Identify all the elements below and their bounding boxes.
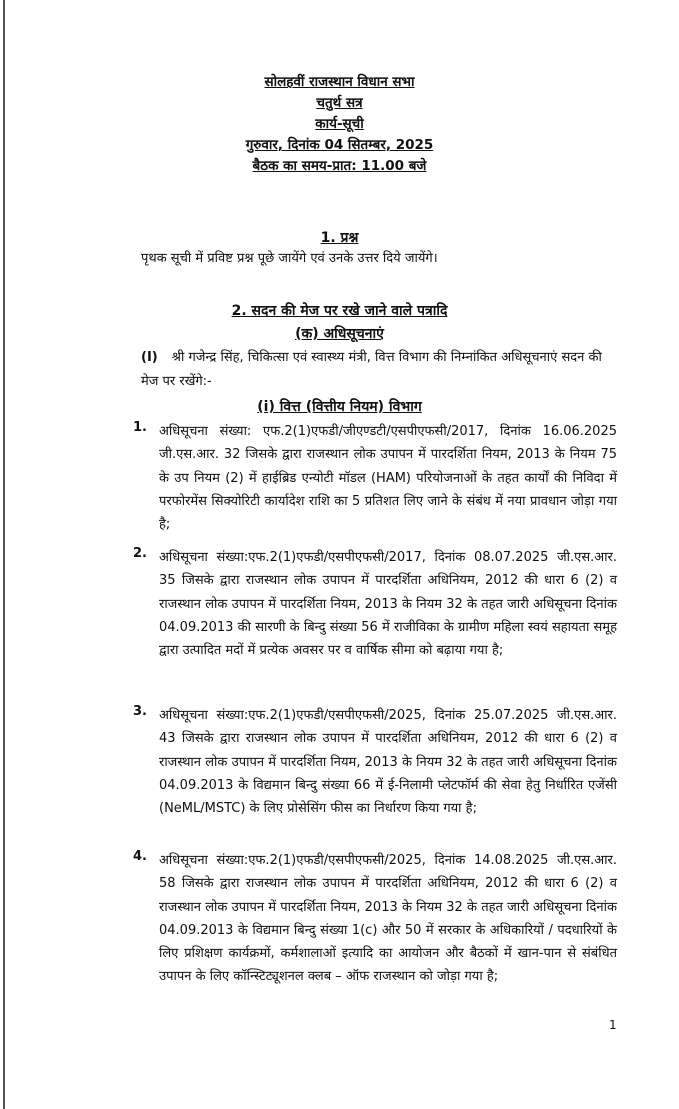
item-text: अधिसूचना संख्या:एफ.2(1)एफडी/एसपीएफसी/2017, दिनांक 08.07.2025 जी.एस.आर. 35 जिसके द्वारा राजस्थान लोक उपापन में पारदर्शिता अधिनियम, 2012 की धारा 6 (2) व राजस्थान लोक उपापन में पारदर्शिता नियम, 2013 के नियम 32 के तहत जारी अधिसूचना दिनांक 04.09.2013 की सारणी के बिन्दु संख्या 56 में राजीविका के ग्रामीण महिला स्वयं सहायता समूह द्वारा उत्पादित मदों में प्रत्येक अवसर पर व वार्षिक सीमा को बढ़ाया गया है; — [159, 550, 617, 659]
item-text: अधिसूचना संख्या:एफ.2(1)एफडी/एसपीएफसी/2025, दिनांक 25.07.2025 जी.एस.आर. 43 जिसके द्वारा राजस्थान लोक उपापन में पारदर्शिता अधिनियम, 2012 की धारा 6 (2) व राजस्थान लोक उपापन में पारदर्शिता नियम, 2013 के नियम 32 के तहत जारी अधिसूचना दिनांक 04.09.2013 के विद्यमान बिन्दु संख्या 66 में ई-निलामी प्लेटफॉर्म की सेवा हेतु निर्धारित एजेंसी (NeML/MSTC) के लिए प्रोसेसिंग फीस का निर्धारण किया गया है; — [159, 708, 617, 817]
item-text: अधिसूचना संख्या: एफ.2(1)एफडी/जीएण्डटी/एसपीएफसी/2017, दिनांक 16.06.2025 जी.एस.आर. 32 जिसके द्वारा राजस्थान लोक उपापन में पारदर्शिता नियम, 2013 के नियम 75 के उप नियम (2) में हाईब्रिड एन्योटी मॉडल (HAM) परियोजनाओं के तहत कार्यों की निविदा में परफोरमेंस सिक्योरिटी कार्यादेश राशि का 5 प्रतिशत लिए जाने के संबंध में नया प्रावधान जोड़ा गया है; — [159, 424, 617, 533]
department-title: (i) वित्त (वित्तीय नियम) विभाग — [257, 399, 422, 415]
document-header — [0, 72, 679, 177]
section-questions-title: 1. प्रश्न — [320, 230, 359, 246]
notifications-subtitle: (क) अधिसूचनाएं — [295, 326, 384, 342]
section-questions-text: पृथक सूची में प्रविष्ट प्रश्न पूछे जायेंगे एवं उनके उत्तर दिये जायेंगे। — [141, 251, 438, 266]
item-number: 3. — [133, 704, 147, 719]
item-number: 1. — [133, 420, 147, 435]
item-text: अधिसूचना संख्या:एफ.2(1)एफडी/एसपीएफसी/2025, दिनांक 14.08.2025 जी.एस.आर. 58 जिसके द्वारा राजस्थान लोक उपापन में पारदर्शिता अधिनियम, 2012 की धारा 6 (2) व राजस्थान लोक उपापन में पारदर्शिता नियम, 2013 के नियम 32 के तहत जारी अधिसूचना दिनांक 04.09.2013 के विद्यमान बिन्दु संख्या 1(c) और 50 में सरकार के अधिकारियों / पदधारियों के लिए प्रशिक्षण कार्यक्रमों, कर्मशालाओं इत्यादि का आयोजन और बैठकों में खान-पान से संबंधित उपापन के लिए कॉन्स्टिट्यूशनल क्लब – ऑफ राजस्थान को जोड़ा गया है; — [159, 853, 617, 985]
agenda-title: कार्य-सूची — [315, 116, 364, 132]
session-title: चतुर्थ सत्र — [316, 95, 363, 111]
intro-text: श्री गजेन्द्र सिंह, चिकित्सा एवं स्वास्थ्य मंत्री, वित्त विभाग की निम्नांकित अधिसूचनाएं सदन की मेज पर रखेंगे:- — [141, 350, 602, 389]
intro-label: (I) — [141, 350, 158, 365]
meeting-time: बैठक का समय-प्रात: 11.00 बजे — [252, 158, 427, 174]
item-number: 4. — [133, 849, 147, 864]
section-papers-title: 2. सदन की मेज पर रखे जाने वाले पत्रादि — [231, 303, 448, 319]
item-number: 2. — [133, 546, 147, 561]
meeting-date: गुरुवार, दिनांक 04 सितम्बर, 2025 — [245, 137, 434, 153]
minister-intro — [141, 346, 615, 394]
assembly-title: सोलहवीं राजस्थान विधान सभा — [264, 74, 415, 90]
page-number: 1 — [609, 1018, 617, 1032]
